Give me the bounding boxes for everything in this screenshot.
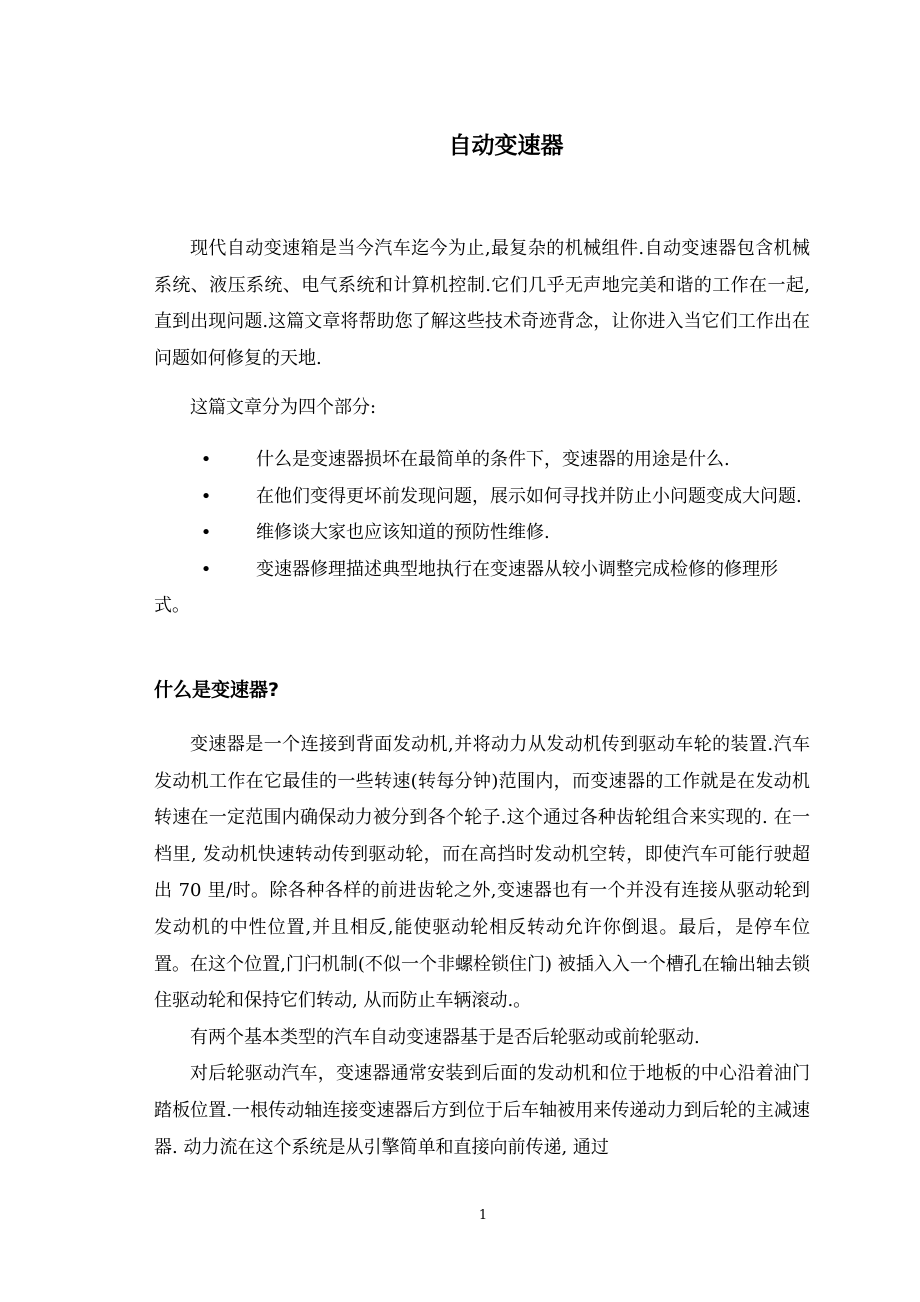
section-paragraph: 对后轮驱动汽车，变速器通常安装到后面的发动机和位于地板的中心沿着油门踏板位置.一根传动轴连接变速器后方到位于后车轴被用来传递动力到后轮的主减速器. 动力流在这个系统是从引擎简单和直接向前传递, 通过 [154,1063,810,1158]
bullet-list [154,442,810,625]
list-item [154,515,810,552]
list-item [154,479,810,516]
list-item-text: 变速器修理描述典型地执行在变速器从较小调整完成检修的修理形式。 [154,558,778,617]
list-item [154,442,810,479]
section-body [154,727,810,1166]
list-item [154,552,810,625]
divisions-intro: 这篇文章分为四个部分: [190,397,377,418]
page-number: 1 [478,1208,488,1223]
list-item-text: 什么是变速器损坏在最简单的条件下，变速器的用途是什么. [256,449,730,470]
section-heading: 什么是变速器? [154,679,280,701]
section-paragraph: 有两个基本类型的汽车自动变速器基于是否后轮驱动或前轮驱动. [190,1026,700,1048]
bullet-icon: • [200,522,212,544]
bullet-icon: • [200,485,212,507]
list-item-text: 维修谈大家也应该知道的预防性维修. [256,522,550,544]
section-paragraph: 变速器是一个连接到背面发动机,并将动力从发动机传到驱动车轮的装置.汽车发动机工作在它最佳的一些转速(转每分钟)范围内，而变速器的工作就是在发动机转速在一定范围内确保动力被分到各个轮子.这个通过各种齿轮组合来实现的. 在一档里, 发动机快速转动传到驱动轮，而在高挡时发动机空转，即使汽车可能行驶超出 70 里/时。除各种各样的前进齿轮之外,变速器也有一个并没有连接从驱动轮到发动机的中性位置,并且相反,能使驱动轮相反转动允许你倒退。最后，是停车位置。在这个位置,门闩机制(不似一个非螺栓锁住门) 被插入入一个槽孔在输出轴去锁住驱动轮和保持它们转动, 从而防止车辆滚动.。 [154,734,810,1012]
bullet-icon: • [200,558,212,580]
intro-paragraph: 现代自动变速箱是当今汽车迄今为止,最复杂的机械组件.自动变速器包含机械系统、液压系统、电气系统和计算机控制.它们几乎无声地完美和谐的工作在一起,直到出现问题.这篇文章将帮助您了解这些技术奇迹背念，让你进入当它们工作出在问题如何修复的天地. [154,238,810,369]
bullet-icon: • [200,449,212,470]
page-title: 自动变速器 [448,133,564,159]
list-item-text: 在他们变得更坏前发现问题，展示如何寻找并防止小问题变成大问题. [256,485,802,507]
